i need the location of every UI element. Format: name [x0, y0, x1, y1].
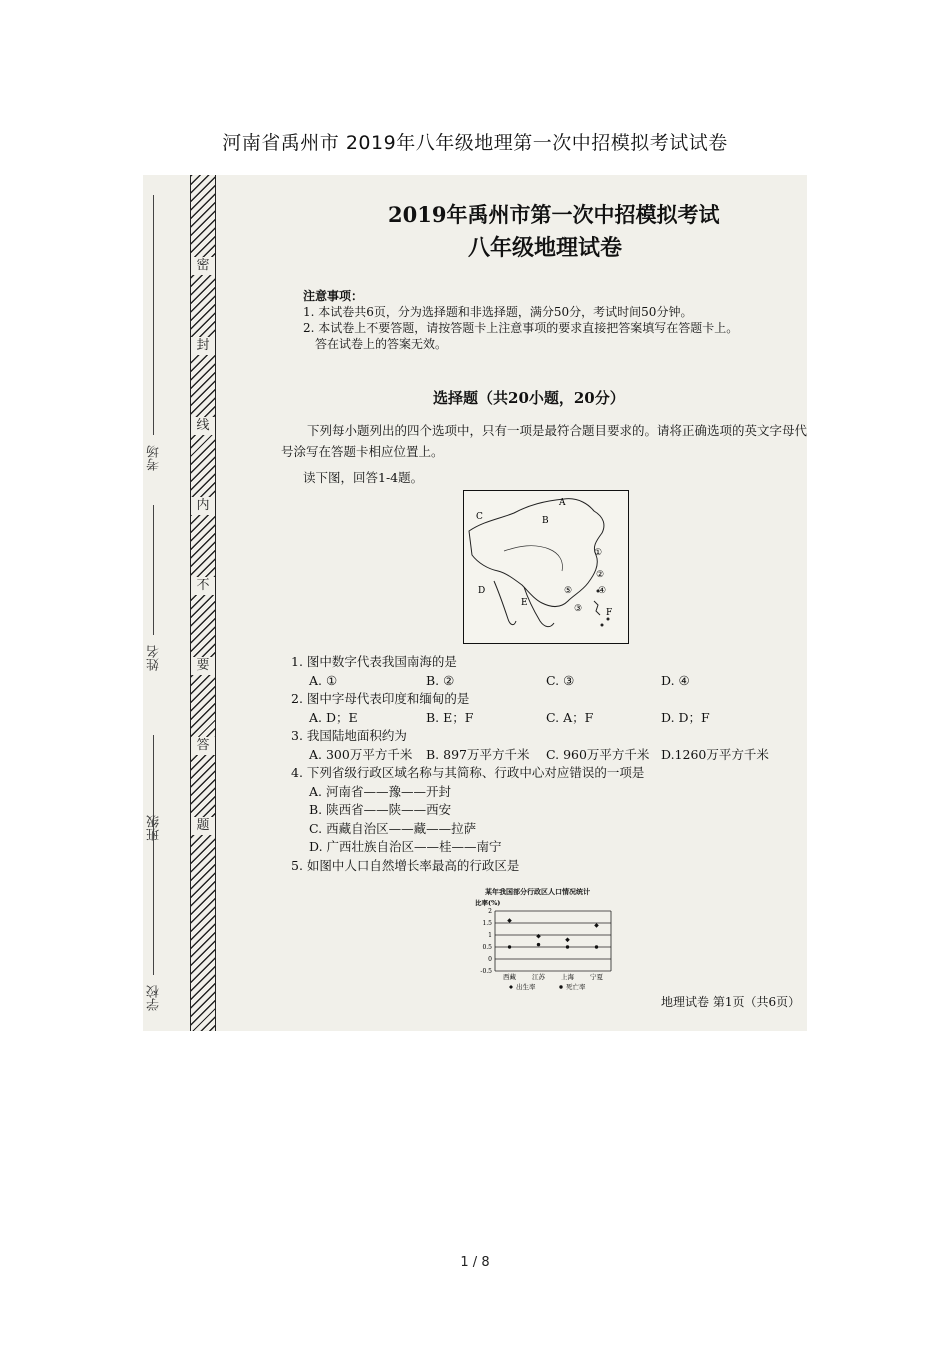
note-item: 答在试卷上的答案无效。: [315, 337, 448, 351]
birth-rate-point: [507, 918, 512, 923]
question-options: [291, 746, 807, 765]
map-label: ④: [598, 586, 607, 596]
y-tick-label: 0.5: [482, 944, 492, 951]
birth-rate-point: [594, 923, 599, 928]
y-tick-label: -0.5: [480, 968, 492, 975]
question-stem: 5. 如图中人口自然增长率最高的行政区是: [291, 857, 520, 873]
map-label: ①: [594, 548, 603, 558]
seal-char: 题: [191, 817, 215, 835]
instruction-text: [281, 420, 807, 462]
map-label: D: [478, 586, 486, 596]
option: C. 西藏自治区——藏——拉萨: [309, 820, 477, 836]
section-title: 选择题（共20小题，20分）: [433, 389, 625, 407]
seal-char: 答: [191, 737, 215, 755]
question-options: [291, 672, 807, 691]
asia-map: [463, 490, 629, 644]
chart-ylabel: 比率(%): [475, 899, 501, 907]
x-tick-label: 上海: [561, 973, 574, 981]
option: D. 广西壮族自治区——桂——南宁: [309, 839, 502, 854]
note-item: 1. 本试卷共6页，分为选择题和非选择题，满分50分，考试时间50分钟。: [303, 305, 693, 319]
y-tick-label: 0: [488, 956, 492, 963]
legend-marker-death: [559, 985, 562, 988]
question-stem: 2. 图中字母代表印度和缅甸的是: [291, 691, 470, 706]
birth-rate-point: [536, 934, 541, 939]
exam-footer: 地理试卷 第1页（共6页）: [661, 995, 801, 1009]
y-tick-label: 1.5: [482, 920, 492, 927]
seal-char: 封: [191, 337, 215, 355]
class-label: 班级: [147, 815, 162, 841]
seal-char: 密: [191, 257, 215, 275]
read-prompt: 读下图，回答1-4题。: [303, 470, 424, 485]
map-label: ②: [596, 570, 605, 580]
option: B. 897万平方千米: [426, 746, 530, 762]
seal-line-band: [190, 175, 216, 1031]
option: A. 300万平方千米: [309, 746, 413, 762]
death-rate-point: [537, 943, 540, 946]
x-tick-label: 宁夏: [590, 973, 603, 981]
legend-label: 死亡率: [566, 983, 586, 992]
notes-title: 注意事项：: [303, 289, 364, 303]
option: D.1260万平方千米: [661, 746, 769, 762]
option: B. E；F: [426, 709, 474, 725]
school-line: [153, 735, 154, 975]
population-chart: [473, 885, 623, 995]
option: D. ④: [661, 672, 690, 688]
option: D. D；F: [661, 709, 710, 725]
y-tick-label: 1: [488, 932, 492, 939]
seal-char: 要: [191, 657, 215, 675]
x-tick-label: 西藏: [503, 973, 516, 981]
y-tick-label: 2: [488, 908, 492, 915]
map-label: E: [521, 598, 528, 608]
exam-room-label: 考场: [147, 445, 162, 471]
map-label: ⑤: [564, 586, 573, 596]
x-tick-label: 江苏: [532, 973, 545, 981]
exam-title: 2019年禹州市第一次中招模拟考试: [388, 202, 720, 227]
map-label: B: [542, 516, 549, 526]
map-label: C: [476, 512, 483, 522]
scanned-exam-page: [143, 175, 807, 1031]
birth-rate-point: [565, 938, 570, 943]
option: B. ②: [426, 672, 455, 688]
school-label: 学校: [147, 985, 162, 1011]
document-title: 河南省禹州市 2019年八年级地理第一次中招模拟考试试卷: [222, 132, 728, 154]
death-rate-point: [566, 945, 569, 948]
map-drawing: [464, 491, 628, 643]
exam-subtitle: 八年级地理试卷: [468, 235, 623, 261]
option: C. A；F: [546, 709, 594, 725]
question-options: [291, 709, 807, 728]
option: A. D；E: [309, 709, 358, 725]
seal-char: 内: [191, 497, 215, 515]
chart-title: 某年我国部分行政区人口情况统计: [485, 887, 590, 896]
legend-marker-birth: [509, 985, 513, 989]
map-label: A: [559, 498, 566, 508]
map-label: F: [606, 608, 613, 618]
death-rate-point: [508, 945, 511, 948]
legend-label: 出生率: [516, 983, 536, 992]
option: B. 陕西省——陕——西安: [309, 802, 452, 817]
option: C. 960万平方千米: [546, 746, 650, 762]
question-stem: 4. 下列省级行政区域名称与其简称、行政中心对应错误的一项是: [291, 765, 645, 780]
map-label: ③: [574, 604, 583, 614]
option: C. ③: [546, 672, 575, 688]
exam-notes: [303, 288, 807, 352]
page-indicator: 1 / 8: [460, 1255, 490, 1270]
option: A. 河南省——豫——开封: [309, 783, 451, 799]
seal-char: 不: [191, 577, 215, 595]
death-rate-point: [595, 945, 598, 948]
question-stem: 3. 我国陆地面积约为: [291, 728, 407, 743]
question-list: [291, 653, 807, 875]
question-stem: 1. 图中数字代表我国南海的是: [291, 654, 457, 669]
name-label: 姓名: [147, 645, 162, 671]
binding-sidebar: [143, 175, 191, 1031]
instruction-paragraph: 下列每小题列出的四个选项中，只有一项是最符合题目要求的。请将正确选项的英文字母代号涂写在答题卡相应位置上。: [281, 423, 807, 459]
chart-svg: [473, 885, 623, 995]
seal-char: 线: [191, 417, 215, 435]
exam-room-line: [153, 195, 154, 435]
note-item: 2. 本试卷上不要答题，请按答题卡上注意事项的要求直接把答案填写在答题卡上。: [303, 321, 739, 335]
option: A. ①: [309, 672, 338, 688]
name-line: [153, 505, 154, 635]
